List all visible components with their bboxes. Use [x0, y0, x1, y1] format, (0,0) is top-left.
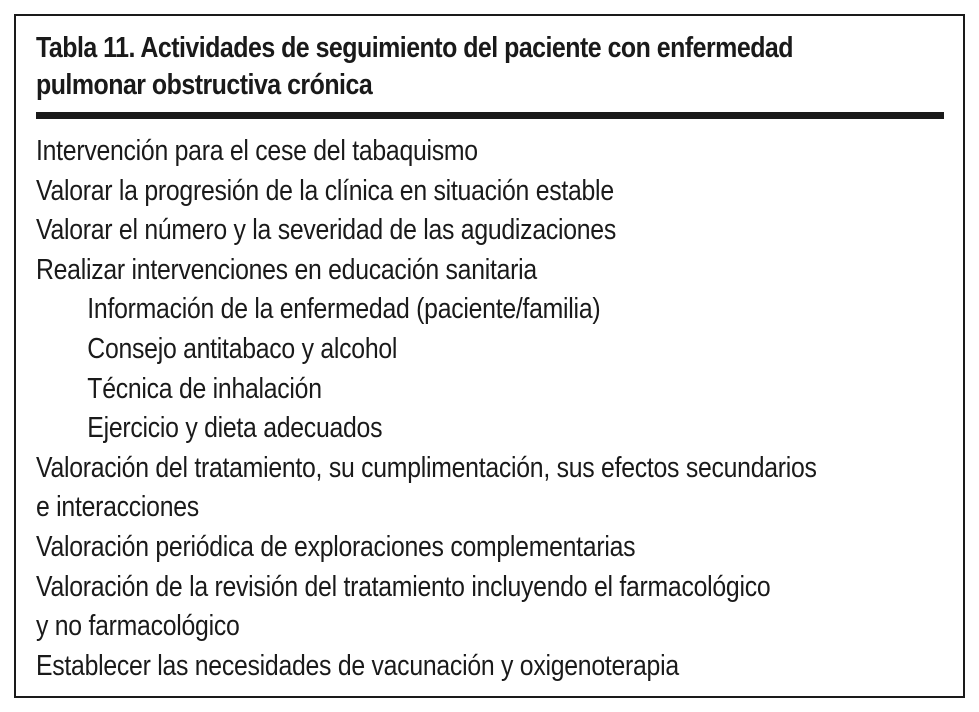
list-item: Valorar la progresión de la clínica en situación estable [36, 174, 614, 207]
list-subitem: Ejercicio y dieta adecuados [87, 412, 383, 445]
list-item: Valoración de la revisión del tratamiento incluyendo el farmacológico [36, 570, 771, 603]
list-subitem: Técnica de inhalación [87, 372, 322, 405]
table-frame [14, 14, 965, 698]
list-item-continuation: e interacciones [36, 491, 199, 524]
list-subitem: Información de la enfermedad (paciente/familia) [87, 293, 601, 326]
table-body [36, 132, 942, 686]
list-item: Intervención para el cese del tabaquismo [36, 135, 478, 167]
table-title-line-1: Tabla 11. Actividades de seguimiento del paciente con enfermedad [36, 32, 793, 64]
list-item: Realizar intervenciones en educación sanitaria [36, 253, 537, 286]
list-item: Establecer las necesidades de vacunación y oxigenoterapia [36, 649, 679, 682]
table-title-line-2: pulmonar obstructiva crónica [36, 69, 373, 101]
list-item: Valoración periódica de exploraciones complementarias [36, 530, 636, 563]
list-subitem: Consejo antitabaco y alcohol [87, 332, 398, 365]
list-item: Valoración del tratamiento, su cumplimentación, sus efectos secundarios [36, 451, 817, 484]
table-title [36, 30, 827, 104]
list-item-continuation: y no farmacológico [36, 610, 240, 643]
title-divider [36, 112, 944, 119]
list-item: Valorar el número y la severidad de las agudizaciones [36, 214, 616, 247]
